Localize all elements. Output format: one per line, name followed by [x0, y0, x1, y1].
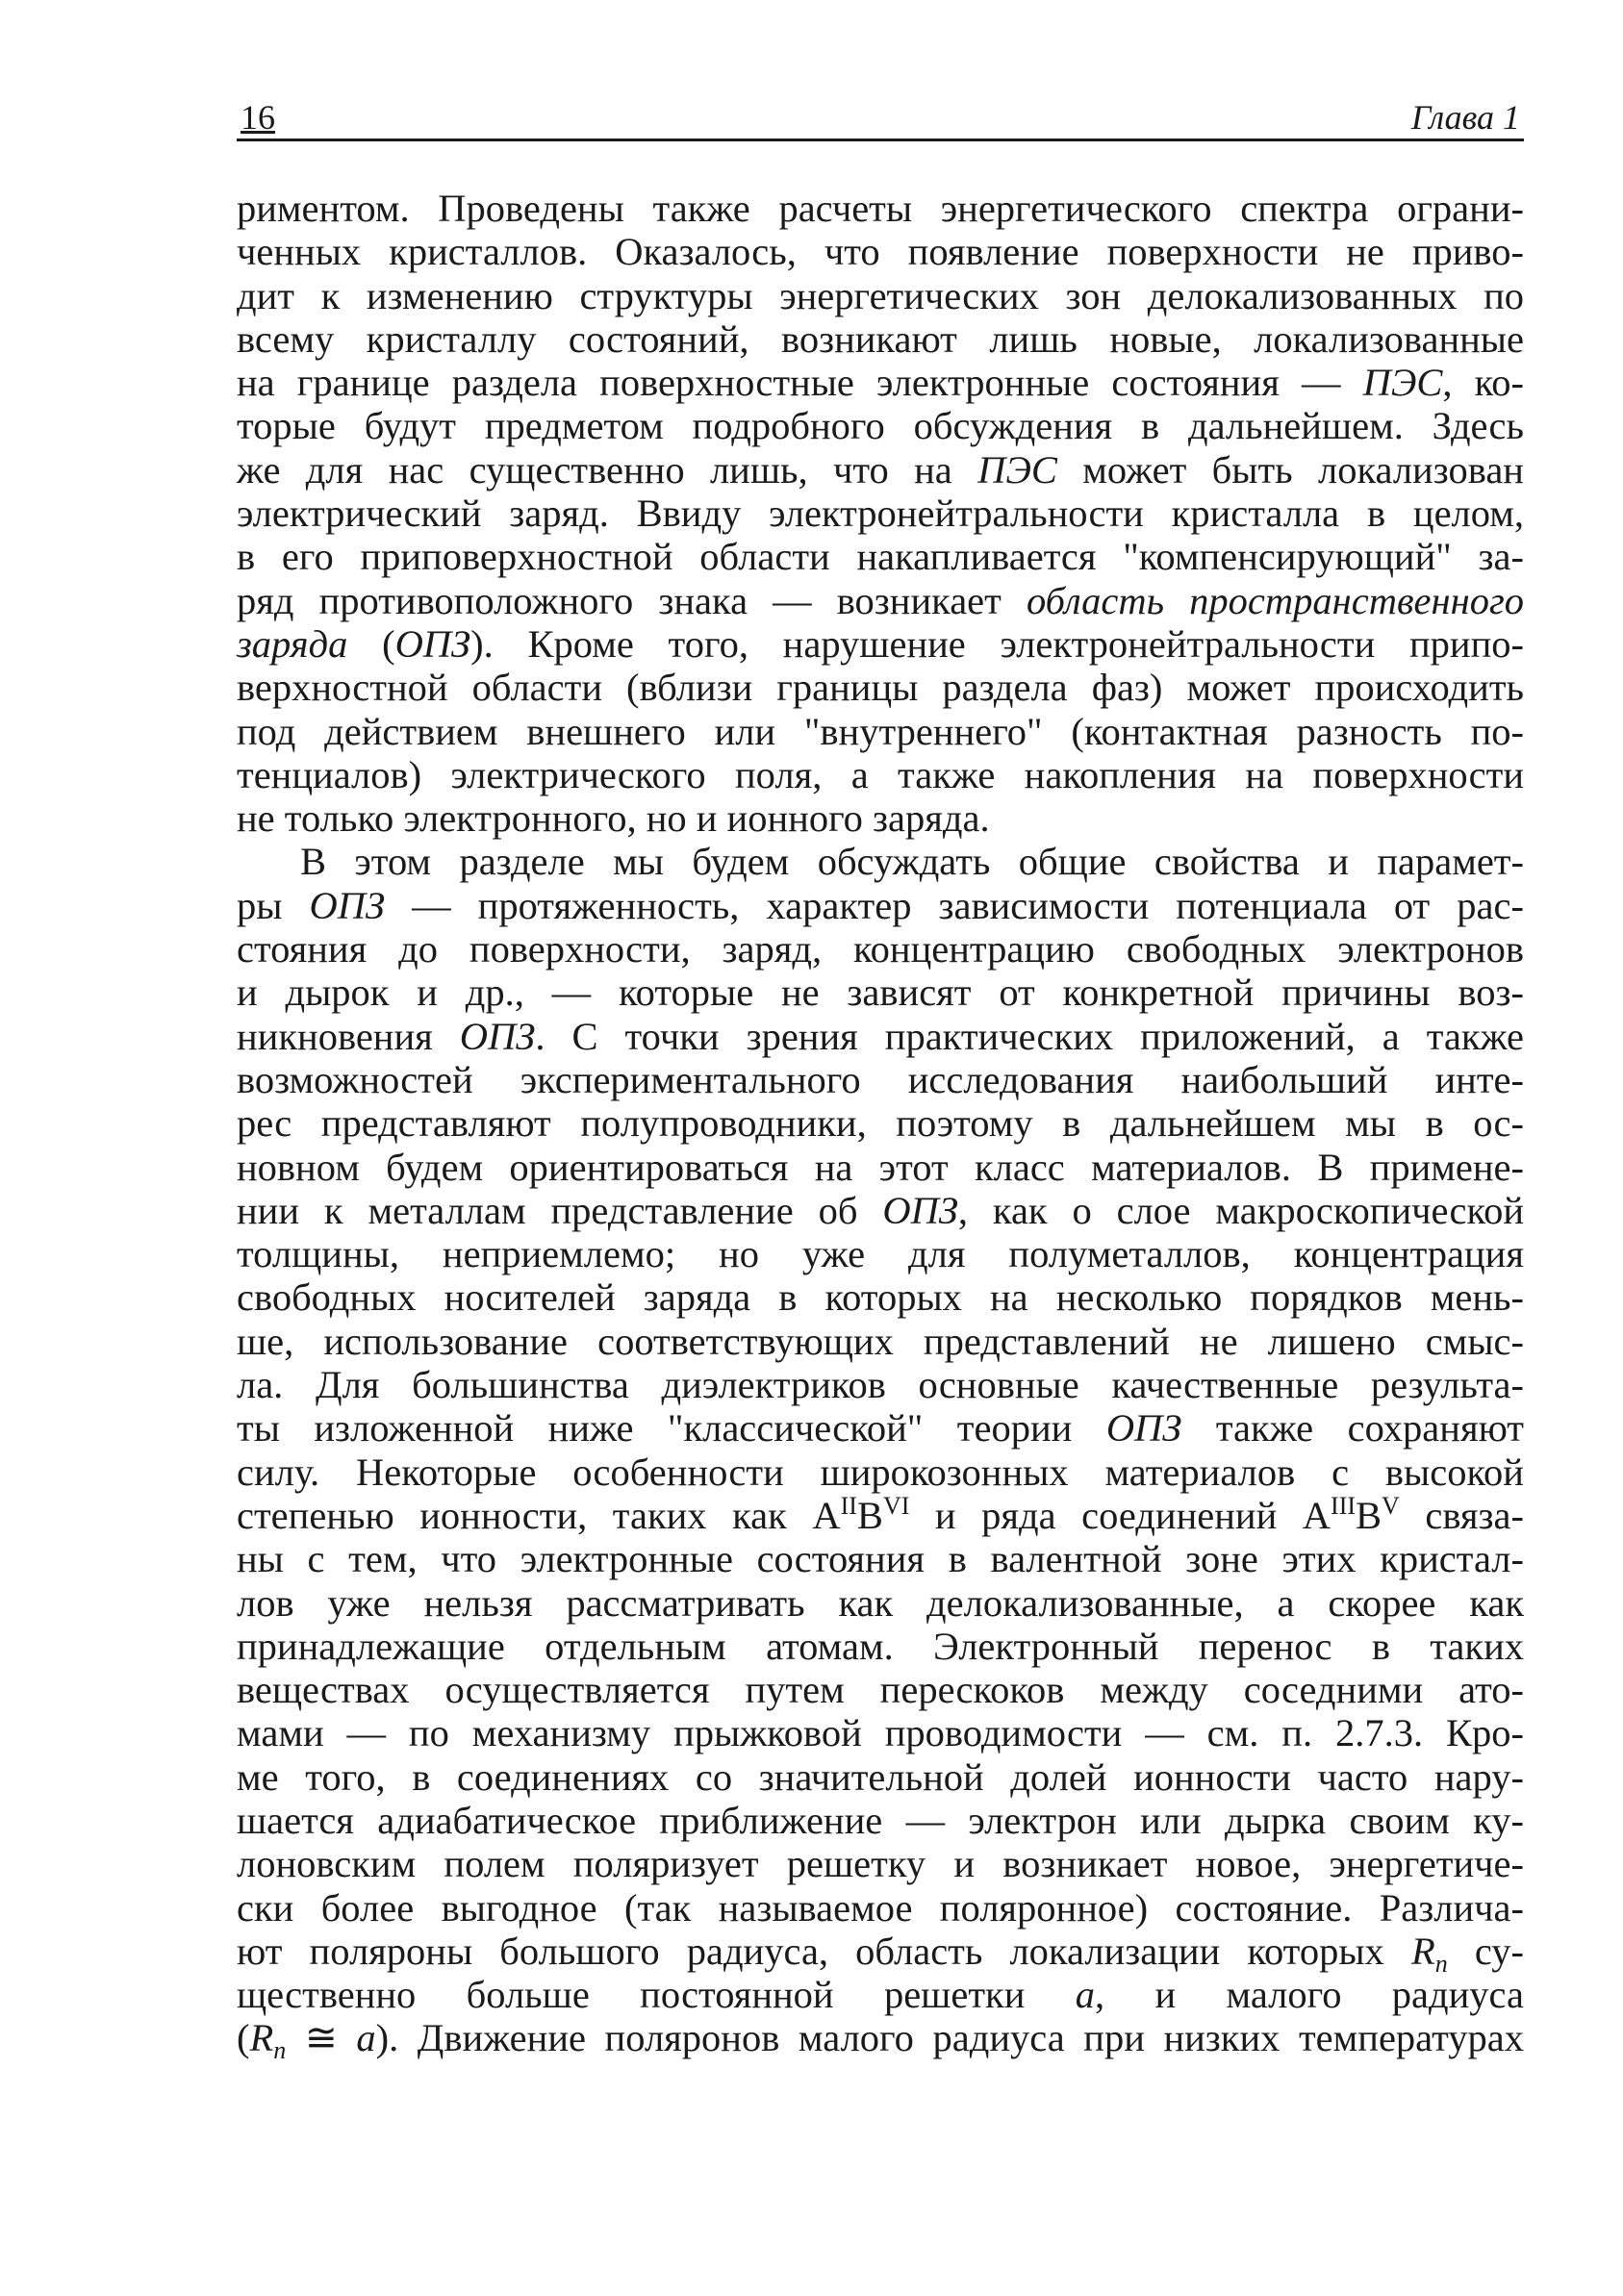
text-run: свободных носителей заряда в которых на несколько порядков мень- [237, 1275, 1524, 1320]
text-line [237, 884, 1524, 927]
italic-term: ОПЗ [1105, 1406, 1182, 1451]
text-run: В этом разделе мы будем обсуждать общие свойства и парамет- [300, 840, 1524, 884]
text-run: всему кристаллу состояний, возникают лишь новые, локализованные [237, 316, 1524, 361]
text-line [237, 1363, 1524, 1406]
text-run: , и малого радиуса [1094, 1973, 1525, 2017]
text-run: торые будут предметом подробного обсуждения в дальнейшем. Здесь [237, 404, 1524, 448]
text-line [237, 1625, 1524, 1668]
italic-term: область пространственного [1026, 578, 1524, 622]
text-line [237, 492, 1524, 535]
text-run: ла. Для большинства диэлектриков основные качественные результа- [237, 1363, 1524, 1407]
text-line [237, 1232, 1524, 1275]
text-run: степенью ионности, таких как A [237, 1493, 841, 1537]
text-run: B [1356, 1493, 1382, 1537]
text-run: B [856, 1493, 883, 1537]
italic-term: a [1075, 1973, 1095, 2017]
text-run: не только электронного, но и ионного заряда. [237, 796, 990, 841]
text-line [237, 1015, 1524, 1058]
text-line [237, 1799, 1524, 1842]
text-line [237, 1491, 1525, 1537]
text-run: новном будем ориентироваться на этот класс материалов. В примене- [237, 1145, 1524, 1189]
superscript: VI [882, 1491, 910, 1520]
page-header [237, 96, 1524, 141]
text-run: щественно больше постоянной решетки [237, 1973, 1076, 2017]
text-run: ры [237, 883, 310, 927]
text-line [237, 1406, 1524, 1450]
page-number: 16 [241, 98, 275, 137]
superscript: II [840, 1491, 857, 1520]
text-run: принадлежащие отдельным атомам. Электронный перенос в таких [237, 1624, 1524, 1668]
text-line [237, 622, 1524, 666]
text-run: может быть локализован [1056, 447, 1524, 492]
text-run: ( [347, 621, 395, 666]
text-run: — протяженность, характер зависимости потенциала от рас- [385, 883, 1524, 927]
text-run: тенциалов) электрического поля, а также накопления на поверхности [237, 752, 1524, 796]
italic-term: ОПЗ [309, 883, 386, 927]
text-run: и дырок и др., — которые не зависят от конкретной причины воз- [237, 971, 1524, 1015]
text-line [237, 1451, 1524, 1494]
text-run: мами — по механизму прыжковой проводимости — см. п. 2.7.3. Кро- [237, 1711, 1524, 1755]
text-line [237, 1929, 1524, 1978]
italic-term: a [356, 2016, 376, 2060]
text-line [237, 1973, 1524, 2016]
text-line [237, 317, 1524, 361]
text-line [237, 448, 1524, 492]
text-run: возможностей экспериментального исследования наибольший инте- [237, 1057, 1524, 1101]
text-run: лов уже нельзя рассматривать как делокализованные, а скорее как [237, 1580, 1524, 1625]
superscript: V [1382, 1491, 1400, 1520]
subscript: n [1434, 1949, 1448, 1978]
text-line [237, 404, 1524, 447]
text-run: ( [237, 2016, 250, 2060]
text-line [237, 753, 1524, 796]
text-run: также сохраняют [1181, 1406, 1525, 1451]
text-line [237, 1711, 1524, 1754]
text-line [237, 1058, 1524, 1101]
text-line [237, 187, 1524, 230]
text-run: верхностной области (вблизи границы раздела фаз) может происходить [237, 666, 1524, 710]
text-run: в его приповерхностной области накапливается "компенсирующий" за- [237, 535, 1524, 579]
text-line [237, 1755, 1524, 1799]
italic-term: ПЭС [1362, 361, 1443, 405]
text-run: , как о слое макроскопической [957, 1188, 1524, 1232]
text-line [237, 710, 1524, 753]
italic-term: R [1410, 1929, 1435, 1973]
text-run: силу. Некоторые особенности широкозонных материалов с высокой [237, 1450, 1524, 1494]
text-line [237, 1537, 1524, 1580]
text-line [237, 1146, 1524, 1189]
text-run: под действием внешнего или "внутреннего" (контактная разность по- [237, 709, 1524, 753]
text-run: ски более выгодное (так называемое поляронное) состояние. Различа- [237, 1885, 1524, 1930]
text-line [237, 2016, 1525, 2065]
italic-term: ОПЗ [882, 1188, 958, 1232]
text-line [237, 1275, 1524, 1319]
text-run: ты изложенной ниже "классической" теории [237, 1406, 1106, 1451]
text-run: стояния до поверхности, заряд, концентрацию свободных электронов [237, 927, 1524, 971]
text-run: , ко- [1442, 361, 1524, 405]
italic-term: ОПЗ [459, 1014, 536, 1058]
text-line [237, 1886, 1524, 1930]
text-run: электрический заряд. Ввиду электронейтральности кристалла в целом, [237, 492, 1524, 536]
text-line [237, 361, 1524, 404]
text-line [237, 666, 1524, 709]
text-run: шается адиабатическое приближение — электрон или дырка своим ку- [237, 1798, 1524, 1842]
text-run: ≅ [286, 2016, 357, 2060]
text-line [237, 1189, 1524, 1232]
text-line [237, 971, 1524, 1014]
text-run: связа- [1399, 1493, 1525, 1537]
text-run: лоновским полем поляризует решетку и возникает новое, энергетиче- [237, 1842, 1524, 1886]
text-run: и ряда соединений A [909, 1493, 1331, 1537]
text-line [237, 1842, 1524, 1885]
text-run: нии к металлам представление об [237, 1188, 883, 1232]
text-run: ют поляроны большого радиуса, область локализации которых [237, 1929, 1411, 1973]
text-line [237, 274, 1524, 317]
text-run: никновения [237, 1014, 460, 1058]
running-head: Глава 1 [1410, 98, 1520, 137]
text-run: ны с тем, что электронные состояния в валентной зоне этих кристал- [237, 1537, 1524, 1581]
text-run: ше, использование соответствующих представлений не лишено смыс- [237, 1319, 1524, 1363]
text-line [237, 535, 1524, 578]
text-run: ). Движение поляронов малого радиуса при низких температурах [375, 2016, 1525, 2060]
superscript: III [1331, 1491, 1357, 1520]
text-line [237, 1581, 1524, 1625]
body-text [237, 187, 1525, 2065]
subscript: n [273, 2036, 287, 2065]
text-line [237, 1320, 1524, 1363]
text-run: ченных кристаллов. Оказалось, что появление поверхности не приво- [237, 230, 1524, 274]
text-line [237, 927, 1524, 971]
italic-term: R [249, 2016, 274, 2060]
text-line [237, 1668, 1524, 1711]
italic-term: заряда [237, 621, 348, 666]
text-line [237, 230, 1524, 273]
text-run: ряд противоположного знака — возникает [237, 578, 1027, 622]
text-run: рес представляют полупроводники, поэтому в дальнейшем мы в ос- [237, 1101, 1524, 1146]
text-run: дит к изменению структуры энергетических зон делокализованных по [237, 273, 1524, 317]
text-run: ). Кроме того, нарушение электронейтральности припо- [470, 621, 1524, 666]
text-line [237, 840, 1524, 883]
text-run: . С точки зрения практических приложений, а также [535, 1014, 1524, 1058]
italic-term: ОПЗ [394, 621, 471, 666]
text-line [237, 1101, 1524, 1145]
text-run: веществах осуществляется путем перескоков между соседними ато- [237, 1668, 1524, 1712]
text-line [237, 579, 1524, 622]
text-run: ме того, в соединениях со значительной долей ионности часто нару- [237, 1754, 1524, 1799]
italic-term: ПЭС [977, 447, 1057, 492]
text-line [237, 796, 1524, 840]
text-run: риментом. Проведены также расчеты энергетического спектра ограни- [237, 187, 1524, 230]
text-run: же для нас существенно лишь, что на [237, 447, 978, 492]
text-run: толщины, неприемлемо; но уже для полуметаллов, концентрация [237, 1232, 1524, 1276]
text-run: су- [1447, 1929, 1524, 1973]
text-run: на границе раздела поверхностные электронные состояния — [237, 361, 1363, 405]
